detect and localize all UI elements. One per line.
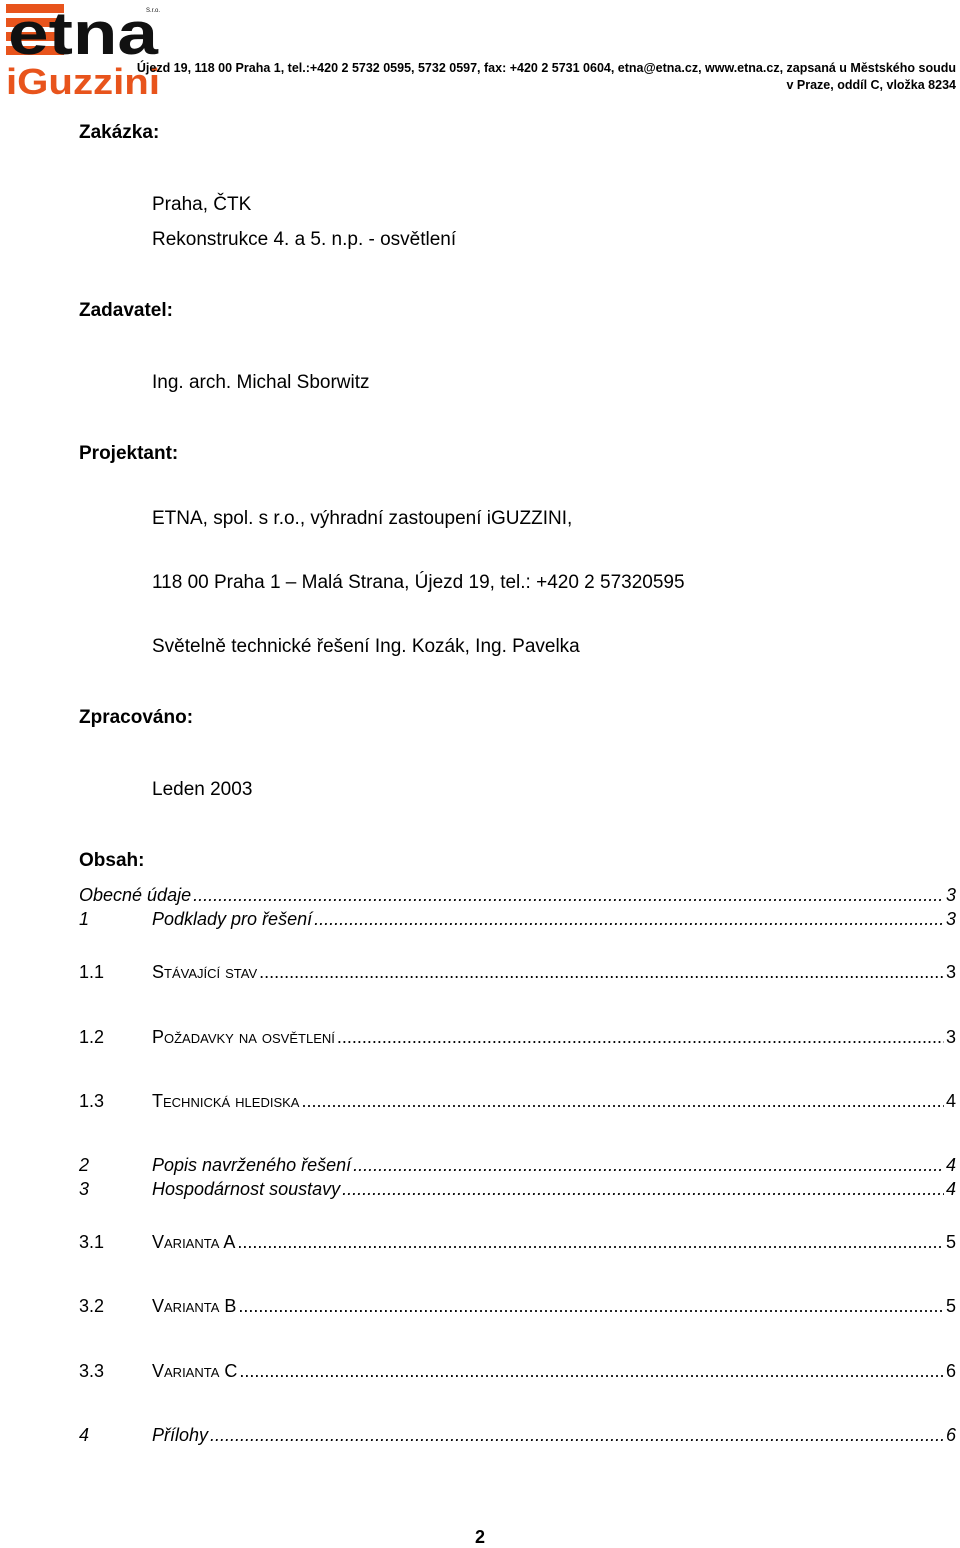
- toc-leader: [193, 885, 944, 906]
- toc-entry[interactable]: [79, 1425, 956, 1449]
- toc-entry-page: 4: [945, 1155, 956, 1175]
- toc-leader: [342, 1179, 944, 1200]
- toc-entry-page: 3: [945, 1027, 956, 1047]
- svg-text:iGuzzini: iGuzzini: [6, 61, 160, 96]
- toc-leader: [353, 1155, 944, 1176]
- toc-entry-title: Stávající stav: [152, 962, 258, 982]
- svg-text:S.r.o.: S.r.o.: [146, 8, 161, 14]
- toc-entry-title: Varianta B: [152, 1296, 237, 1316]
- toc-entry[interactable]: [79, 1361, 956, 1385]
- toc-entry-page: 4: [945, 1179, 956, 1199]
- svg-text:etna: etna: [8, 4, 159, 67]
- zpracovano-label: Zpracováno:: [79, 707, 194, 728]
- toc-entry-number: 3.2: [79, 1296, 105, 1316]
- toc-entry-title: Obecné údaje: [79, 885, 192, 905]
- zakazka-line: Rekonstrukce 4. a 5. n.p. - osvětlení: [152, 229, 457, 250]
- toc-entry-number: 2: [79, 1155, 90, 1175]
- toc-entry-title: Varianta A: [152, 1232, 236, 1252]
- toc-entry[interactable]: [79, 909, 956, 933]
- toc-entry-title: Popis navrženého řešení: [152, 1155, 352, 1175]
- toc-leader: [301, 1091, 944, 1112]
- toc-entry-number: 3.1: [79, 1232, 105, 1252]
- toc-entry[interactable]: [79, 1296, 956, 1320]
- toc-entry-page: 3: [945, 962, 956, 982]
- projektant-label: Projektant:: [79, 443, 179, 464]
- toc-entry-number: 4: [79, 1425, 90, 1445]
- header-address-line: Újezd 19, 118 00 Praha 1, tel.:+420 2 5732 0595, 5732 0597, fax: +420 2 5731 0604, etna@etna.cz, www.etna.cz, zapsaná u Městského soudu: [136, 61, 956, 75]
- toc-entry-page: 6: [945, 1425, 956, 1445]
- toc-entry-page: 5: [945, 1296, 956, 1316]
- toc-entry[interactable]: [79, 1179, 956, 1203]
- zakazka-label: Zakázka:: [79, 122, 160, 143]
- toc-entry-page: 4: [945, 1091, 956, 1111]
- toc-leader: [337, 1027, 944, 1048]
- toc-entry[interactable]: [79, 1155, 956, 1179]
- toc-leader: [210, 1425, 944, 1446]
- toc-entry-number: 3: [79, 1179, 90, 1199]
- toc-entry[interactable]: [79, 885, 956, 909]
- toc-leader: [314, 909, 944, 930]
- toc-entry-title: Požadavky na osvětlení: [152, 1027, 335, 1047]
- obsah-label: Obsah:: [79, 850, 145, 871]
- toc-entry-number: 1.3: [79, 1091, 105, 1111]
- projektant-line: 118 00 Praha 1 – Malá Strana, Újezd 19, tel.: +420 2 57320595: [152, 572, 685, 593]
- toc-leader: [237, 1232, 944, 1253]
- zpracovano-line: Leden 2003: [152, 779, 253, 800]
- toc-entry-page: 6: [945, 1361, 956, 1381]
- toc-entry-title: Hospodárnost soustavy: [152, 1179, 341, 1199]
- zadavatel-line: Ing. arch. Michal Sborwitz: [152, 372, 370, 393]
- toc-entry[interactable]: [79, 1091, 956, 1115]
- toc-entry-page: 3: [945, 909, 956, 929]
- toc-entry-number: 1.2: [79, 1027, 105, 1047]
- toc-leader: [239, 1361, 944, 1382]
- toc-entry[interactable]: [79, 1232, 956, 1256]
- toc-entry-title: Přílohy: [152, 1425, 209, 1445]
- toc-entry-page: 3: [945, 885, 956, 905]
- projektant-line: Světelně technické řešení Ing. Kozák, Ing. Pavelka: [152, 636, 580, 657]
- etna-iguzzini-logo: [6, 4, 162, 96]
- page-number: 2: [474, 1527, 485, 1547]
- toc-entry[interactable]: [79, 1027, 956, 1051]
- toc-entry-number: 1: [79, 909, 90, 929]
- toc-entry-title: Technická hlediska: [152, 1091, 300, 1111]
- toc-leader: [238, 1296, 944, 1317]
- toc-entry-title: Podklady pro řešení: [152, 909, 313, 929]
- toc-leader: [259, 962, 944, 983]
- toc-entry-number: 1.1: [79, 962, 105, 982]
- projektant-line: ETNA, spol. s r.o., výhradní zastoupení iGUZZINI,: [152, 508, 573, 529]
- toc-entry-title: Varianta C: [152, 1361, 238, 1381]
- zadavatel-label: Zadavatel:: [79, 300, 173, 321]
- zakazka-line: Praha, ČTK: [152, 194, 252, 215]
- toc-entry-page: 5: [945, 1232, 956, 1252]
- toc-entry-number: 3.3: [79, 1361, 105, 1381]
- toc-entry[interactable]: [79, 962, 956, 986]
- header-registration-line: v Praze, oddíl C, vložka 8234: [786, 78, 956, 92]
